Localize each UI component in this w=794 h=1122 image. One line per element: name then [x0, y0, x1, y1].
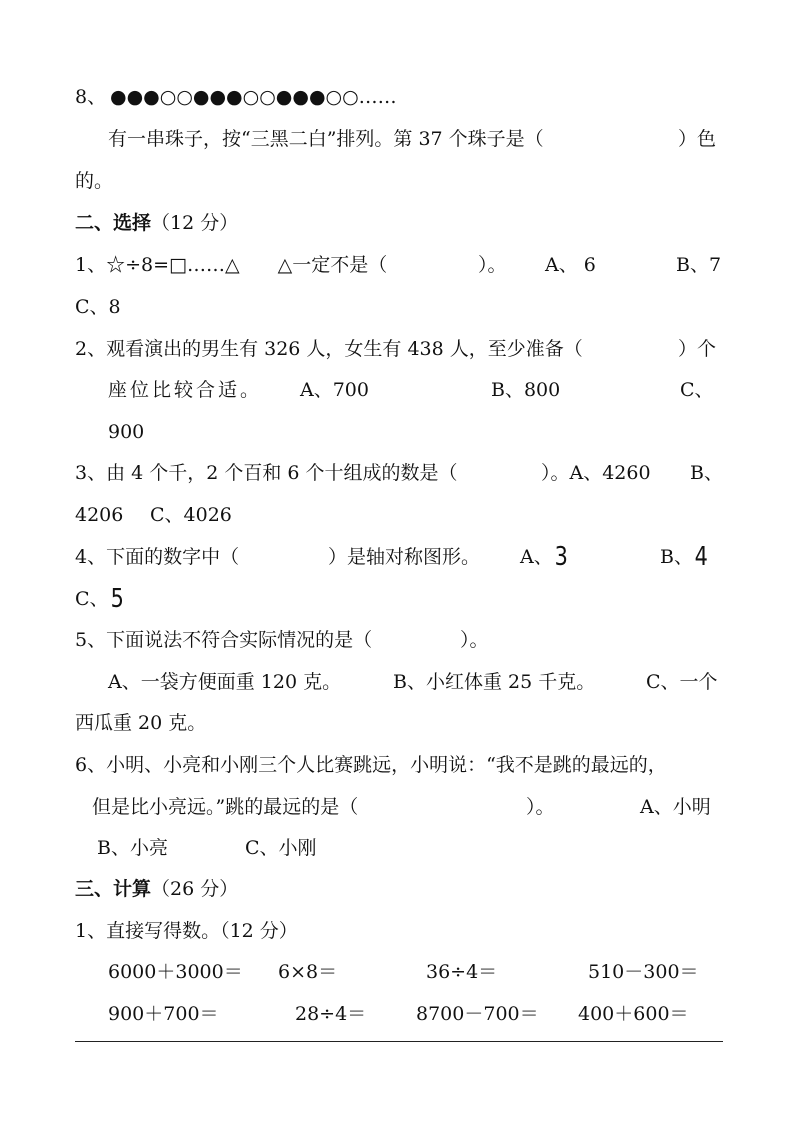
choice-2-option-a: A、700 — [300, 379, 369, 401]
digital-five-glyph: 5 — [110, 584, 124, 614]
choice-5-close: ）。 — [460, 629, 489, 651]
choice-4-close: ）是轴对称图形。 — [328, 546, 481, 568]
choice-2-option-c: C、 — [680, 379, 714, 401]
choice-5-option-c: C、一个 — [646, 671, 718, 693]
choice-3-option-c: C、4026 — [150, 504, 232, 526]
choice-6-close: ）。 — [526, 796, 555, 818]
choice-1-option-b: B、7 — [676, 254, 722, 276]
calc-item: 28÷4＝ — [295, 1003, 367, 1025]
calc-item: 36÷4＝ — [426, 961, 498, 983]
section-2-score: （12 分） — [151, 212, 239, 234]
choice-2-close: ）个 — [678, 338, 717, 360]
choice-5-question: 5、下面说法不符合实际情况的是（ — [75, 629, 373, 651]
choice-5-option-c-cont: 西瓜重 20 克。 — [75, 712, 207, 734]
choice-1-option-a: A、 6 — [545, 254, 596, 276]
calc-item: 6000＋3000＝ — [108, 961, 243, 983]
digital-three-glyph: 3 — [554, 542, 568, 572]
choice-4-option-c — [75, 584, 125, 614]
section-3-heading — [75, 877, 238, 901]
question-8-text: 有一串珠子，按“三黑二白”排列。第 37 个珠子是（ — [108, 128, 544, 150]
choice-3-option-b-value: 4206 — [75, 504, 124, 526]
calc-item: 8700－700＝ — [416, 1003, 539, 1025]
choice-6-question-cont: 但是比小亮远。”跳的最远的是（ — [92, 796, 359, 818]
section-2-title: 二、选择 — [75, 212, 152, 234]
section-2-heading — [75, 211, 238, 235]
calc-item: 6×8＝ — [278, 961, 338, 983]
choice-3-close-option-a: ）。A、4260 — [541, 462, 651, 484]
choice-4-option-b-label: B、 — [660, 546, 693, 568]
choice-5-option-b: B、小红体重 25 千克。 — [393, 671, 596, 693]
digital-four-glyph: 4 — [694, 542, 708, 572]
choice-4-option-b — [660, 542, 710, 572]
calc-1-title: 1、直接写得数。（12 分） — [75, 920, 298, 942]
calc-item: 900＋700＝ — [108, 1003, 219, 1025]
choice-2-question-cont: 座位比较合适。 — [108, 379, 263, 401]
calc-item: 400＋600＝ — [578, 1003, 689, 1025]
bead-sequence: ●●●○○●●●○○●●●○○…… — [110, 86, 397, 108]
calc-item: 510－300＝ — [588, 961, 699, 983]
question-8-number: 8、 — [75, 86, 107, 108]
question-8-text-cont: 的。 — [75, 170, 114, 192]
question-8-text-end: ）色 — [678, 128, 717, 150]
section-3-title: 三、计算 — [75, 878, 152, 900]
footer-divider — [75, 1041, 723, 1042]
choice-3-option-b: B、 — [690, 462, 723, 484]
choice-4-option-c-label: C、 — [75, 588, 109, 610]
choice-1-question: 1、☆÷8=□……△ △一定不是（ — [75, 254, 388, 276]
choice-2-question: 2、观看演出的男生有 326 人，女生有 438 人，至少准备（ — [75, 338, 583, 360]
choice-6-option-a: A、小明 — [640, 796, 711, 818]
choice-6-option-b: B、小亮 — [97, 837, 168, 859]
section-3-score: （26 分） — [151, 878, 239, 900]
choice-4-question: 4、下面的数字中（ — [75, 546, 240, 568]
choice-4-option-a — [520, 542, 569, 572]
choice-2-option-b: B、800 — [491, 379, 561, 401]
choice-3-question: 3、由 4 个千，2 个百和 6 个十组成的数是（ — [75, 462, 458, 484]
choice-5-option-a: A、一袋方便面重 120 克。 — [108, 671, 342, 693]
choice-1-option-c: C、8 — [75, 296, 121, 318]
choice-4-option-a-label: A、 — [520, 546, 553, 568]
choice-6-question: 6、小明、小亮和小刚三个人比赛跳远，小明说：“我不是跳的最远的， — [75, 754, 667, 776]
choice-1-close: ）。 — [478, 254, 507, 276]
choice-2-option-c-value: 900 — [108, 421, 145, 443]
choice-6-option-c: C、小刚 — [245, 837, 317, 859]
